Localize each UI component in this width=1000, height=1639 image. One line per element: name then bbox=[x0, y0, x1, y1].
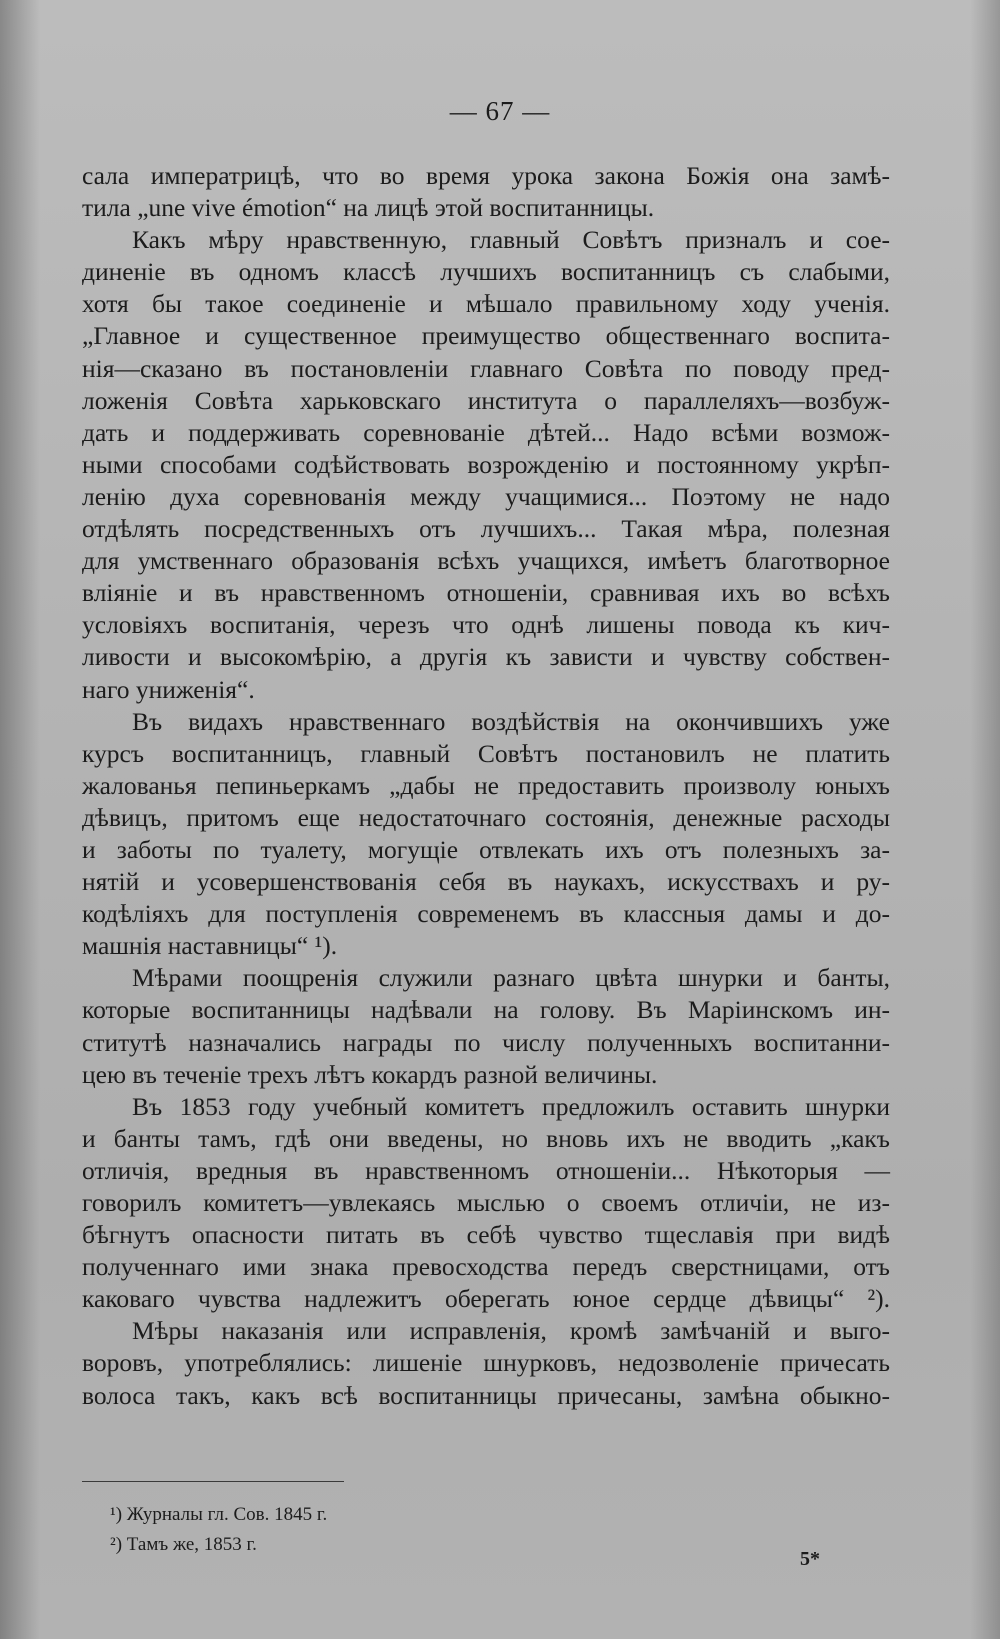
text-line: курсъ воспитанницъ, главный Совѣтъ постановилъ не платить bbox=[82, 738, 890, 768]
text-line: ливости и высокомѣрію, а другія къ зависти и чувству собствен- bbox=[82, 642, 890, 672]
text-line: хотя бы такое соединеніе и мѣшало правильному ходу ученія. bbox=[82, 289, 890, 319]
text-line: и банты тамъ, гдѣ они введены, но вновь ихъ не вводить „какъ bbox=[82, 1123, 890, 1153]
body-text bbox=[82, 160, 890, 1412]
footnote-separator bbox=[82, 1481, 344, 1482]
text-line: дать и поддерживать соревнованіе дѣтей... Надо всѣми возмож- bbox=[82, 417, 890, 447]
text-line: машнія наставницы“ ¹). bbox=[82, 931, 338, 961]
text-line: Въ 1853 году учебный комитетъ предложилъ оставить шнурки bbox=[132, 1091, 890, 1121]
text-line: нія—сказано въ постановленіи главнаго Совѣта по поводу пред- bbox=[82, 353, 890, 383]
text-line: ложенія Совѣта харьковскаго института о параллеляхъ—возбуж- bbox=[82, 385, 890, 415]
text-line: ными способами содѣйствовать возрожденію и постоянному укрѣп- bbox=[82, 449, 890, 479]
text-line: жалованья пепиньеркамъ „дабы не предоставить произволу юныхъ bbox=[82, 770, 890, 800]
text-line: сала императрицѣ, что во время урока закона Божія она замѣ- bbox=[82, 161, 890, 190]
text-line: „Главное и существенное преимущество общественнаго воспита- bbox=[82, 321, 890, 351]
text-line: отдѣлять посредственныхъ отъ лучшихъ... Такая мѣра, полезная bbox=[82, 514, 890, 544]
text-line: Въ видахъ нравственнаго воздѣйствія на окончившихъ уже bbox=[132, 706, 890, 736]
text-line: отличія, вредныя въ нравственномъ отношеніи... Нѣкоторыя — bbox=[82, 1155, 890, 1185]
text-line: Мѣрами поощренія служили разнаго цвѣта шнурки и банты, bbox=[132, 963, 890, 993]
text-line: дѣвицъ, притомъ еще недостаточнаго состоянія, денежные расходы bbox=[82, 802, 890, 832]
text-line: вліяніе и въ нравственномъ отношеніи, сравнивая ихъ во всѣхъ bbox=[82, 578, 890, 608]
printer-signature-mark: 5* bbox=[800, 1548, 820, 1570]
text-line: Какъ мѣру нравственную, главный Совѣтъ призналъ и сое- bbox=[132, 225, 890, 255]
text-line: для умственнаго образованія всѣхъ учащихся, имѣетъ благотворное bbox=[82, 546, 890, 576]
footnote-2: ²) Тамъ же, 1853 г. bbox=[110, 1534, 257, 1555]
text-line: Мѣры наказанія или исправленія, кромѣ замѣчаній и выго- bbox=[132, 1316, 890, 1346]
text-line: говорилъ комитетъ—увлекаясь мыслью о своемъ отличіи, не из- bbox=[82, 1188, 890, 1217]
text-line: условіяхъ воспитанія, черезъ что однѣ лишены повода къ кич- bbox=[82, 610, 890, 640]
text-line: которые воспитанницы надѣвали на голову. Въ Маріинскомъ ин- bbox=[82, 995, 890, 1025]
text-line: воровъ, употреблялись: лишеніе шнурковъ, недозволеніе причесать bbox=[82, 1348, 890, 1378]
text-line: ститутѣ назначались награды по числу полученныхъ воспитанни- bbox=[82, 1027, 890, 1057]
footnote-1: ¹) Журналы гл. Сов. 1845 г. bbox=[110, 1504, 328, 1525]
text-line: диненіе въ одномъ классѣ лучшихъ воспитанницъ съ слабыми, bbox=[82, 257, 890, 287]
text-line: нятій и усовершенствованія себя въ наукахъ, искусствахъ и ру- bbox=[82, 867, 890, 897]
text-line: тила „une vive émotion“ на лицѣ этой воспитанницы. bbox=[82, 193, 655, 223]
footnotes bbox=[110, 1500, 810, 1560]
text-line: ленію духа соревнованія между учащимися... Поэтому не надо bbox=[82, 481, 890, 511]
page-number: — 67 — bbox=[449, 96, 551, 126]
text-line: наго униженія“. bbox=[82, 674, 255, 704]
text-line: цею въ теченіе трехъ лѣтъ кокардъ разной величины. bbox=[82, 1059, 658, 1089]
text-line: волоса такъ, какъ всѣ воспитанницы причесаны, замѣна обыкно- bbox=[82, 1380, 890, 1410]
text-line: полученнаго ими знака превосходства передъ сверстницами, отъ bbox=[82, 1252, 890, 1282]
text-line: бѣгнутъ опасности питать въ себѣ чувство тщеславія при видѣ bbox=[82, 1220, 890, 1250]
text-line: кодѣліяхъ для поступленія современемъ въ классныя дамы и до- bbox=[82, 899, 890, 929]
text-line: и заботы по туалету, могущіе отвлекать ихъ отъ полезныхъ за- bbox=[82, 834, 890, 864]
text-line: каковаго чувства надлежитъ оберегать юное сердце дѣвицы“ ²). bbox=[82, 1284, 890, 1314]
